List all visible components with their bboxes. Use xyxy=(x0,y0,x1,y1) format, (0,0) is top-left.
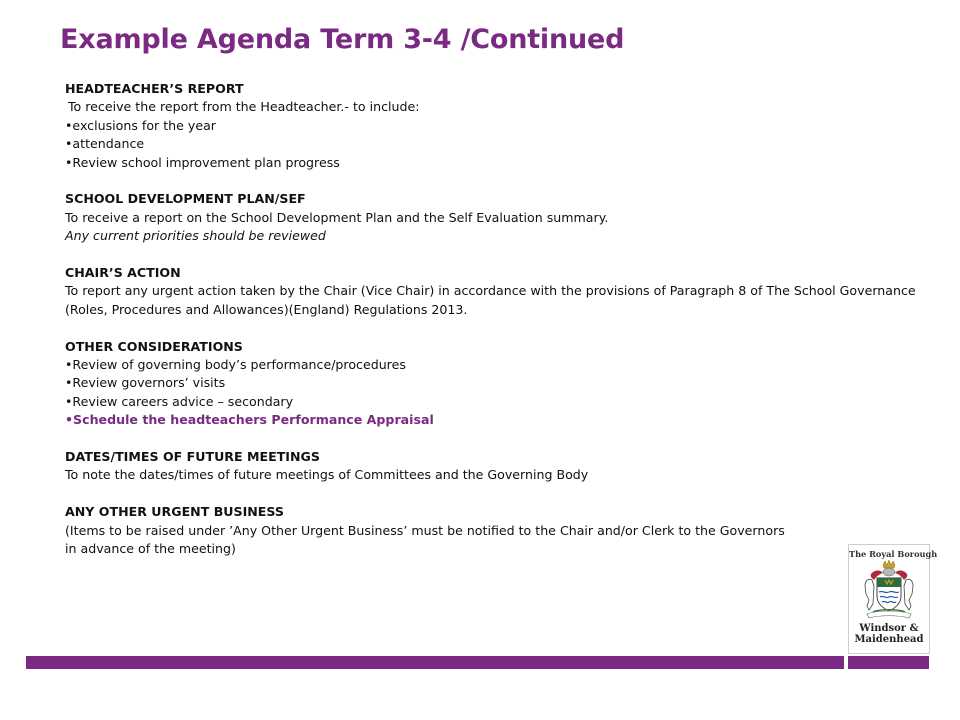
section-headteachers-report xyxy=(65,80,937,172)
section-text: To note the dates/times of future meetings of Committees and the Governing Body xyxy=(65,467,589,483)
bullet-item-highlighted: •Schedule the headteachers Performance Appraisal xyxy=(65,412,434,428)
section-heading: CHAIR’S ACTION xyxy=(65,265,181,281)
section-other-considerations xyxy=(65,338,937,430)
bullet-item: •Review careers advice – secondary xyxy=(65,393,294,409)
section-school-development-plan xyxy=(65,190,937,245)
coat-of-arms-icon xyxy=(859,560,919,624)
section-heading: DATES/TIMES OF FUTURE MEETINGS xyxy=(65,449,320,465)
section-future-meetings xyxy=(65,448,937,485)
agenda-content xyxy=(65,80,937,577)
section-heading: SCHOOL DEVELOPMENT PLAN/SEF xyxy=(65,191,306,207)
bullet-item: •Review school improvement plan progress xyxy=(65,154,340,170)
section-text: in advance of the meeting) xyxy=(65,541,236,557)
bullet-item: •Review of governing body’s performance/procedures xyxy=(65,357,406,373)
section-text: (Items to be raised under ’Any Other Urgent Business’ must be notified to the Chair and/or Clerk to the Governors xyxy=(65,522,785,538)
bullet-item: •exclusions for the year xyxy=(65,117,216,133)
logo-name-line1: Windsor & xyxy=(859,623,919,634)
logo-name-line2: Maidenhead xyxy=(854,633,924,645)
section-heading: ANY OTHER URGENT BUSINESS xyxy=(65,504,284,520)
section-heading: HEADTEACHER’S REPORT xyxy=(65,81,244,96)
section-heading: OTHER CONSIDERATIONS xyxy=(65,338,243,354)
slide-title: Example Agenda Term 3-4 /Continued xyxy=(60,24,625,55)
section-chairs-action xyxy=(65,264,937,319)
section-text: To receive the report from the Headteacher.- to include: xyxy=(68,99,420,115)
logo-footer-bar xyxy=(848,656,929,669)
royal-borough-logo xyxy=(848,544,938,654)
section-text: To report any urgent action taken by the Chair (Vice Chair) in accordance with the provisions of Paragraph 8 of The School Governance (Roles, Procedures and Allowances)(England) Regulations 2013. xyxy=(65,283,916,317)
section-note: Any current priorities should be reviewed xyxy=(65,228,326,244)
bullet-item: •Review governors’ visits xyxy=(65,375,226,391)
footer-bar xyxy=(26,656,844,669)
section-text: To receive a report on the School Development Plan and the Self Evaluation summary. xyxy=(65,209,609,225)
section-urgent-business xyxy=(65,503,937,558)
bullet-item: •attendance xyxy=(65,136,145,152)
logo-top-text: The Royal Borough xyxy=(849,549,938,559)
